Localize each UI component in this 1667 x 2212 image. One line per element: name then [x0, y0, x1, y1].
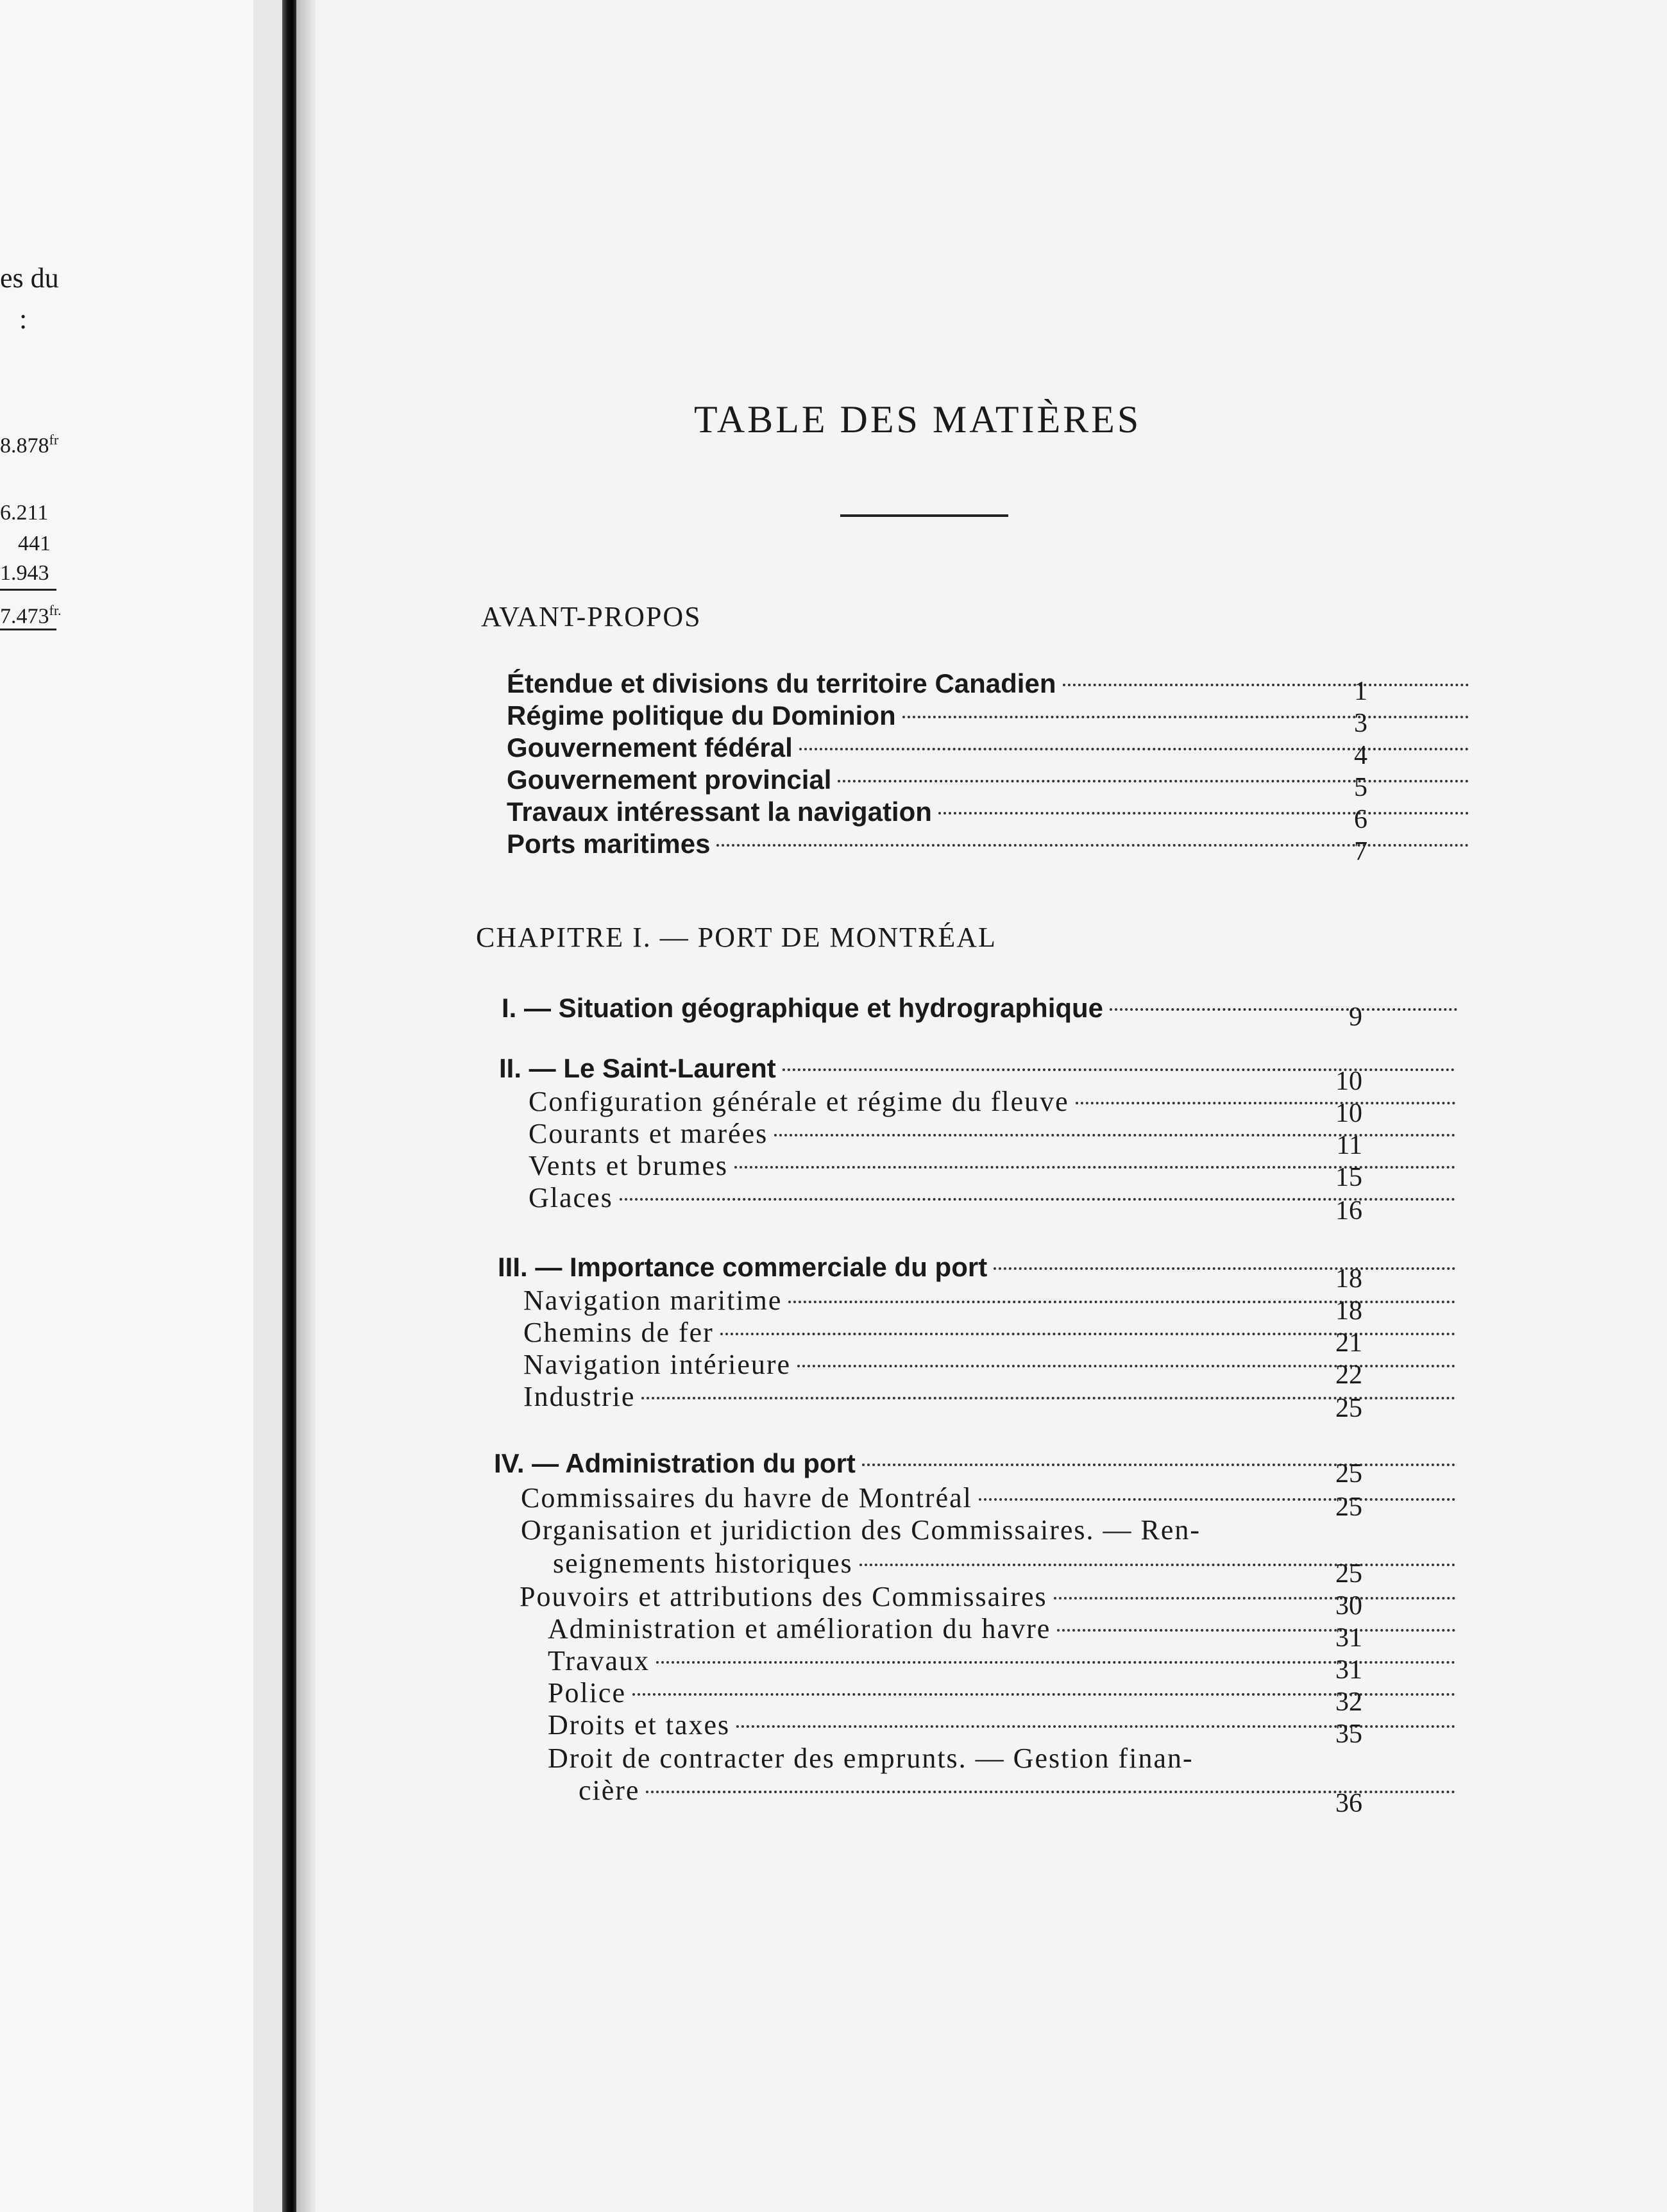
- toc-page: [316, 0, 1667, 2212]
- toc-page-number: 11: [1336, 1131, 1362, 1160]
- toc-page-number: 1: [1354, 677, 1367, 706]
- toc-page-number: 16: [1335, 1196, 1362, 1226]
- toc-page-number: 15: [1335, 1163, 1362, 1192]
- toc-entry-label: Travaux intéressant la navigation: [507, 797, 932, 827]
- toc-subentry-label: Navigation intérieure: [523, 1349, 791, 1380]
- left-text-line: es du: [0, 262, 59, 294]
- binding-shadow: [296, 0, 316, 2212]
- toc-subentry-label: Pouvoirs et attributions des Commissaires: [520, 1581, 1047, 1612]
- toc-section-label: IV. — Administration du port: [494, 1448, 856, 1478]
- leader-dots: [859, 1564, 1455, 1566]
- section-heading-avant-propos: AVANT-PROPOS: [481, 601, 702, 632]
- toc-subentry-label: Navigation maritime: [523, 1285, 783, 1316]
- left-text-line: $7.473^{fr.}$: [0, 602, 62, 629]
- toc-section-label: III. — Importance commerciale du port: [498, 1252, 988, 1282]
- toc-page-number: 25: [1335, 1459, 1362, 1489]
- toc-page-number: 18: [1335, 1296, 1362, 1326]
- toc-page-number: 31: [1335, 1655, 1362, 1685]
- leader-dots: [1076, 1102, 1455, 1104]
- leader-dots: [862, 1464, 1455, 1466]
- leader-dots: [938, 812, 1469, 815]
- toc-page-number: 35: [1335, 1719, 1362, 1749]
- toc-page-number: 18: [1335, 1264, 1362, 1294]
- toc-subentry-label: Chemins de fer: [523, 1317, 714, 1348]
- leader-dots: [799, 748, 1469, 750]
- leader-dots: [1057, 1629, 1455, 1632]
- left-total-rule: [0, 629, 56, 630]
- left-text-line: :: [19, 303, 28, 335]
- leader-dots: [1063, 684, 1469, 686]
- toc-page-number: 21: [1335, 1328, 1362, 1358]
- toc-section-label: I. — Situation géographique et hydrographique: [502, 993, 1104, 1023]
- toc-subentry-label: Glaces: [529, 1182, 613, 1213]
- leader-dots: [902, 716, 1469, 718]
- toc-page-number: 30: [1335, 1591, 1362, 1621]
- left-text-line: 6.211: [0, 501, 49, 525]
- left-facing-page: [0, 0, 269, 2212]
- leader-dots: [838, 780, 1469, 782]
- toc-page-number: 32: [1335, 1687, 1362, 1717]
- left-text-line: 441: [18, 532, 51, 555]
- toc-subentry-label: seignements historiques: [553, 1548, 853, 1579]
- page-title: TABLE DES MATIÈRES: [694, 398, 1142, 441]
- leader-dots: [1054, 1597, 1455, 1600]
- toc-subentry-label: Travaux: [548, 1645, 650, 1676]
- toc-page-number: 9: [1349, 1002, 1362, 1032]
- toc-subentry-label: Droit de contracter des emprunts. — Gestion finan-: [548, 1743, 1194, 1774]
- toc-page-number: 36: [1335, 1789, 1362, 1818]
- toc-page-number: 25: [1335, 1559, 1362, 1589]
- binding-edge: [282, 0, 296, 2212]
- toc-entry-label: Ports maritimes: [507, 829, 711, 859]
- toc-subentry-label: Vents et brumes: [529, 1150, 729, 1181]
- toc-page-number: 10: [1335, 1067, 1362, 1096]
- toc-subentry-label: Commissaires du havre de Montréal: [521, 1482, 972, 1514]
- toc-page-number: 10: [1335, 1099, 1362, 1128]
- left-text-line: $8.878^{fr}$: [0, 432, 59, 458]
- toc-page-number: 4: [1354, 741, 1367, 770]
- toc-entry-label: Étendue et divisions du territoire Canadien: [507, 668, 1056, 698]
- toc-page-number: 3: [1354, 709, 1367, 738]
- toc-subentry-label: Industrie: [523, 1381, 636, 1412]
- toc-subentry-label: Administration et amélioration du havre: [548, 1613, 1051, 1644]
- toc-subentry-label: Organisation et juridiction des Commissaires. — Ren-: [521, 1514, 1201, 1546]
- toc-subentry-label: cière: [579, 1775, 640, 1806]
- toc-page-number: 31: [1335, 1623, 1362, 1653]
- leader-dots: [994, 1267, 1455, 1270]
- toc-page-number: 7: [1354, 837, 1367, 866]
- toc-subentry-label: Police: [548, 1677, 626, 1709]
- toc-page-number: 22: [1335, 1360, 1362, 1390]
- toc-subentry-label: Configuration générale et régime du fleuve: [529, 1086, 1069, 1117]
- toc-page-number: 25: [1335, 1492, 1362, 1522]
- toc-page-number: 25: [1335, 1394, 1362, 1423]
- chapter-heading: CHAPITRE I. — PORT DE MONTRÉAL: [476, 922, 997, 953]
- title-rule: [840, 514, 1008, 517]
- toc-entry-label: Gouvernement fédéral: [507, 732, 793, 763]
- toc-section-label: II. — Le Saint-Laurent: [499, 1053, 776, 1083]
- leader-dots: [1110, 1008, 1457, 1011]
- left-text-line: 1.943: [0, 561, 49, 585]
- toc-entry-label: Gouvernement provincial: [507, 764, 832, 795]
- leader-dots: [979, 1498, 1455, 1501]
- toc-subentry-label: Droits et taxes: [548, 1709, 731, 1741]
- toc-subentry-label: Courants et marées: [529, 1118, 768, 1149]
- toc-page-number: 6: [1354, 805, 1367, 834]
- toc-page-number: 5: [1354, 773, 1367, 802]
- left-sum-rule: [0, 589, 56, 591]
- toc-entry-label: Régime politique du Dominion: [507, 700, 896, 730]
